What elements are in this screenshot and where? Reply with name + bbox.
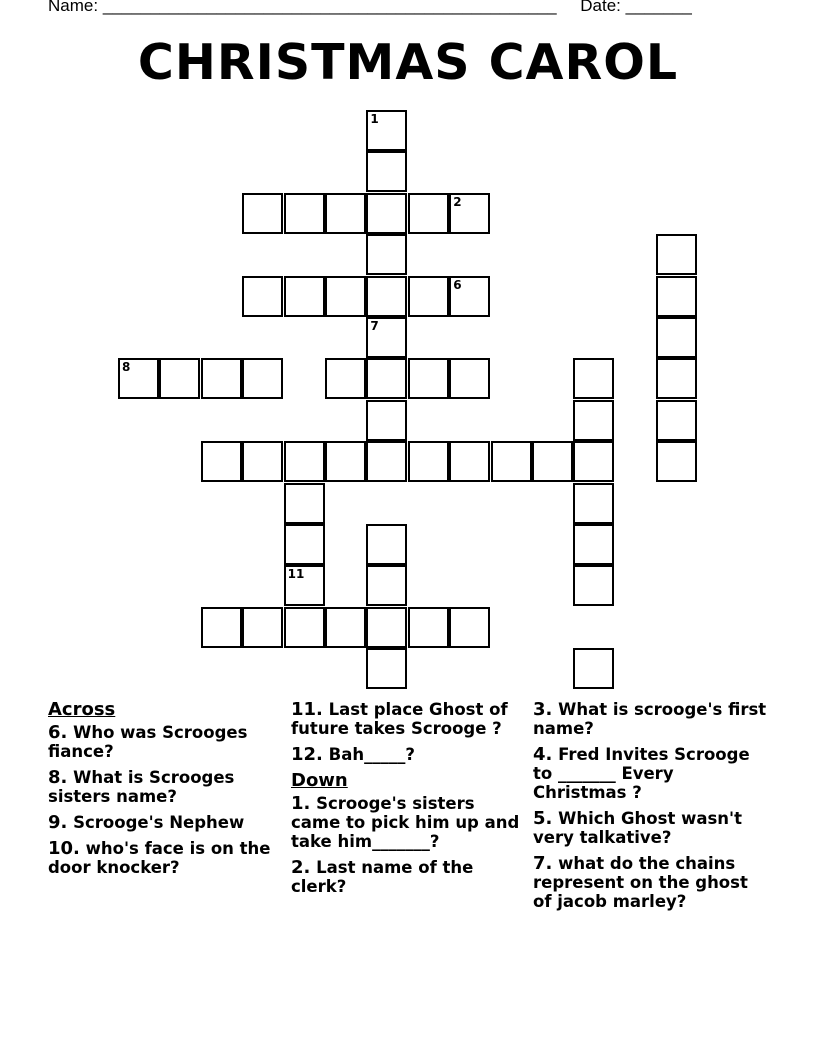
clue-number-label: 1 bbox=[370, 112, 379, 126]
clue-number: 9. bbox=[48, 812, 68, 833]
crossword-cell[interactable] bbox=[573, 441, 614, 482]
clue-down-2 bbox=[291, 858, 526, 896]
crossword-cell[interactable] bbox=[408, 193, 449, 234]
crossword-cell[interactable] bbox=[366, 565, 407, 606]
crossword-cell[interactable] bbox=[242, 276, 283, 317]
clue-number-label: 6 bbox=[453, 277, 462, 292]
crossword-cell[interactable] bbox=[201, 607, 242, 648]
clue-number: 5. bbox=[533, 808, 553, 829]
clue-down-1 bbox=[291, 794, 526, 851]
clue-text: who's face is on the door knocker? bbox=[48, 839, 271, 877]
crossword-cell[interactable] bbox=[366, 151, 407, 192]
clue-text: Who was Scrooges fiance? bbox=[48, 723, 248, 761]
clue-down-3 bbox=[533, 700, 768, 738]
clue-number-label: 2 bbox=[453, 194, 462, 209]
crossword-cell[interactable] bbox=[366, 358, 407, 399]
crossword-cell[interactable] bbox=[201, 358, 242, 399]
crossword-cell[interactable] bbox=[325, 358, 366, 399]
crossword-cell[interactable] bbox=[449, 441, 490, 482]
crossword-cell[interactable] bbox=[408, 607, 449, 648]
crossword-cell[interactable] bbox=[491, 441, 532, 482]
clue-number-label: 7 bbox=[370, 319, 379, 333]
name-label: Name: bbox=[48, 0, 99, 15]
clue-text: Bah_____? bbox=[328, 745, 415, 764]
clue-down-5 bbox=[533, 809, 768, 847]
crossword-cell[interactable] bbox=[366, 317, 407, 358]
clue-across-6 bbox=[48, 723, 283, 761]
clue-text: Fred Invites Scrooge to _______ Every Christmas ? bbox=[533, 745, 750, 802]
clue-number: 12. bbox=[291, 744, 323, 765]
crossword-cell[interactable] bbox=[284, 483, 325, 524]
across-heading: Across bbox=[48, 699, 116, 720]
crossword-cell[interactable] bbox=[408, 358, 449, 399]
clue-text: What is Scrooges sisters name? bbox=[48, 768, 235, 806]
clue-number: 8. bbox=[48, 767, 68, 788]
crossword-cell[interactable] bbox=[284, 565, 325, 606]
crossword-cell[interactable] bbox=[366, 193, 407, 234]
clue-number: 11. bbox=[291, 699, 323, 720]
crossword-cell[interactable] bbox=[449, 358, 490, 399]
crossword-cell[interactable] bbox=[656, 234, 697, 275]
clue-text: Which Ghost wasn't very talkative? bbox=[533, 809, 742, 847]
crossword-cell[interactable] bbox=[573, 524, 614, 565]
crossword-cell[interactable] bbox=[366, 648, 407, 689]
crossword-cell[interactable] bbox=[656, 441, 697, 482]
crossword-cell[interactable] bbox=[366, 400, 407, 441]
crossword-cell[interactable] bbox=[366, 276, 407, 317]
date-blank[interactable]: _______ bbox=[625, 0, 692, 15]
clue-down-7 bbox=[533, 854, 768, 911]
clue-across-11 bbox=[291, 700, 526, 738]
page-title: CHRISTMAS CAROL bbox=[137, 34, 679, 91]
crossword-cell[interactable] bbox=[325, 607, 366, 648]
crossword-cell[interactable] bbox=[325, 193, 366, 234]
clue-text: Scrooge's sisters came to pick him up and take him_______? bbox=[291, 794, 520, 851]
crossword-cell[interactable] bbox=[656, 276, 697, 317]
crossword-cell[interactable] bbox=[656, 317, 697, 358]
crossword-cell[interactable] bbox=[573, 400, 614, 441]
crossword-cell[interactable] bbox=[573, 565, 614, 606]
crossword-cell[interactable] bbox=[366, 441, 407, 482]
date-label: Date: bbox=[580, 0, 621, 15]
crossword-cell[interactable] bbox=[201, 441, 242, 482]
crossword-cell[interactable] bbox=[325, 441, 366, 482]
name-blank[interactable]: ________________________________________________ bbox=[102, 0, 557, 15]
crossword-cell[interactable] bbox=[242, 358, 283, 399]
clue-across-9 bbox=[48, 813, 283, 832]
clue-number-label: 11 bbox=[287, 567, 305, 582]
crossword-cell[interactable] bbox=[408, 441, 449, 482]
clue-text: Last place Ghost of future takes Scrooge ? bbox=[291, 700, 508, 738]
clue-text: what do the chains represent on the ghost of jacob marley? bbox=[533, 854, 748, 911]
clue-number: 4. bbox=[533, 744, 553, 765]
clue-number: 7. bbox=[533, 853, 553, 874]
clues-column-2 bbox=[291, 700, 526, 903]
crossword-cell[interactable] bbox=[408, 276, 449, 317]
clue-across-10 bbox=[48, 839, 283, 877]
clue-text: Last name of the clerk? bbox=[291, 858, 474, 896]
crossword-cell[interactable] bbox=[449, 193, 490, 234]
crossword-cell[interactable] bbox=[242, 607, 283, 648]
clue-across-8 bbox=[48, 768, 283, 806]
clue-number: 6. bbox=[48, 722, 68, 743]
crossword-cell[interactable] bbox=[449, 607, 490, 648]
clue-text: Scrooge's Nephew bbox=[73, 813, 245, 832]
clue-number: 3. bbox=[533, 699, 553, 720]
crossword-cell[interactable] bbox=[573, 483, 614, 524]
crossword-cell[interactable] bbox=[284, 193, 325, 234]
crossword-cell[interactable] bbox=[325, 276, 366, 317]
crossword-cell[interactable] bbox=[242, 193, 283, 234]
crossword-cell[interactable] bbox=[573, 648, 614, 689]
crossword-cell[interactable] bbox=[656, 358, 697, 399]
clues-column-1 bbox=[48, 700, 283, 884]
clue-text: What is scrooge's first name? bbox=[533, 700, 767, 738]
crossword-cell[interactable] bbox=[284, 607, 325, 648]
clues-column-3 bbox=[533, 700, 768, 918]
crossword-cell[interactable] bbox=[366, 524, 407, 565]
crossword-cell[interactable] bbox=[366, 607, 407, 648]
crossword-cell[interactable] bbox=[159, 358, 200, 399]
crossword-cell[interactable] bbox=[366, 110, 407, 151]
crossword-cell[interactable] bbox=[366, 234, 407, 275]
clue-across-12 bbox=[291, 745, 526, 764]
clue-number: 10. bbox=[48, 838, 80, 859]
clue-number-label: 8 bbox=[122, 360, 131, 375]
crossword-cell[interactable] bbox=[656, 400, 697, 441]
crossword-cell[interactable] bbox=[449, 276, 490, 317]
crossword-cell[interactable] bbox=[284, 276, 325, 317]
crossword-cell[interactable] bbox=[532, 441, 573, 482]
crossword-cell[interactable] bbox=[284, 441, 325, 482]
crossword-cell[interactable] bbox=[284, 524, 325, 565]
crossword-cell[interactable] bbox=[573, 358, 614, 399]
crossword-cell[interactable] bbox=[118, 358, 159, 399]
clue-number: 2. bbox=[291, 857, 311, 878]
clue-number: 1. bbox=[291, 793, 311, 814]
clue-down-4 bbox=[533, 745, 768, 802]
crossword-cell[interactable] bbox=[242, 441, 283, 482]
down-heading: Down bbox=[291, 770, 348, 791]
